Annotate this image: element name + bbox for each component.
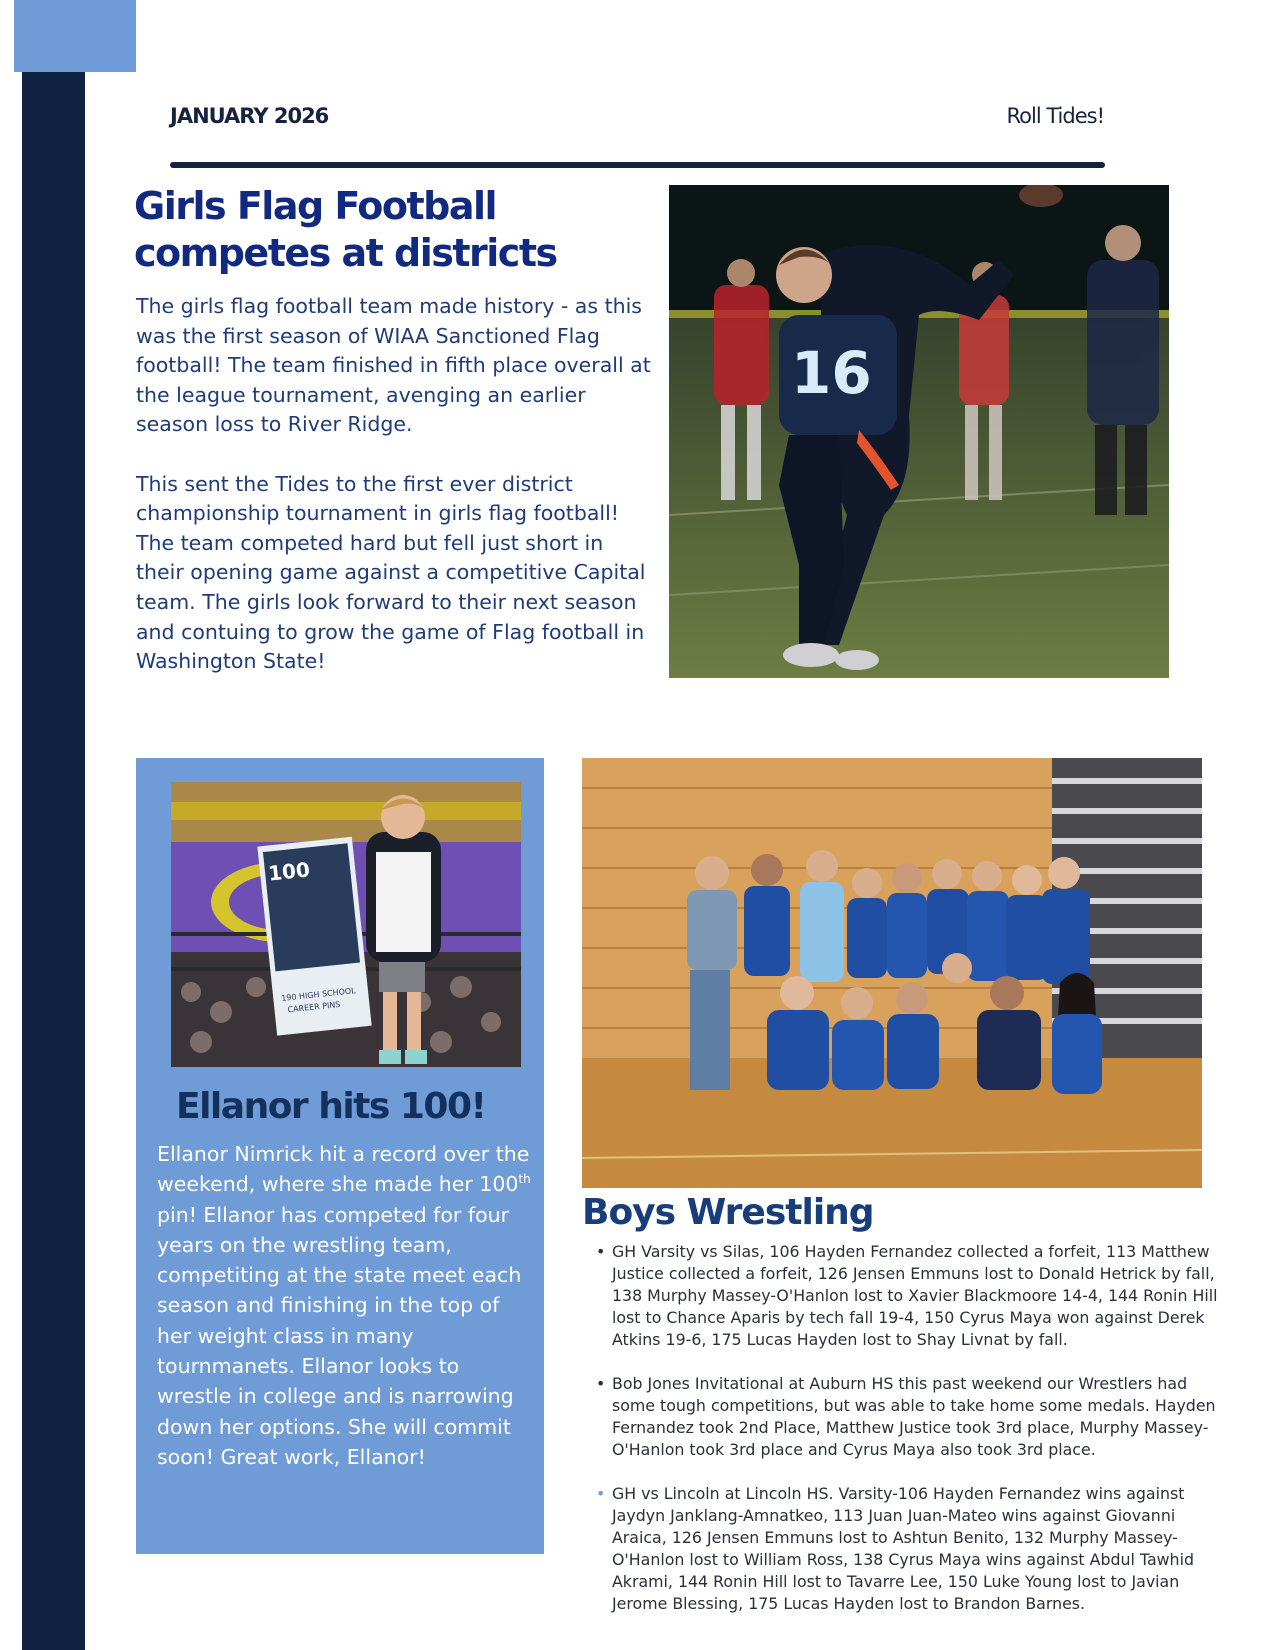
poster-line-1: 190 HIGH SCHOOL	[280, 986, 357, 1003]
issue-month: JANUARY 2026	[170, 104, 329, 128]
wrestling-result-text: Bob Jones Invitational at Auburn HS this past weekend our Wrestlers had some tough competitions, but was able to take home some medals. Hayden Fernandez took 2nd Place, Matthew Justice took 3rd place, Murphy Massey-O'Hanlon took 3rd place and Cyrus Maya also took 3rd place.	[612, 1374, 1216, 1459]
wrestling-result-text: GH vs Lincoln at Lincoln HS. Varsity-106 Hayden Fernandez wins against Jaydyn Janklang-Amnatkeo, 113 Juan Juan-Mateo wins against Giovanni Araica, 126 Jensen Emmuns lost to Ashtun Benito, 132 Murphy Massey-O'Hanlon lost to William Ross, 138 Cyrus Maya wins against Abdul Tawhid Akrami, 144 Ronin Hill lost to Tavarre Lee, 150 Luke Young lost to Javian Jerome Blessing, 175 Lucas Hayden lost to Brandon Barnes.	[612, 1484, 1194, 1613]
wrestling-result-text: GH Varsity vs Silas, 106 Hayden Fernandez collected a forfeit, 113 Matthew Justice collected a forfeit, 126 Jensen Emmuns lost to Donald Hetrick by fall, 138 Murphy Massey-O'Hanlon lost to Xavier Blackmoore 14-4, 144 Ronin Hill lost to Chance Aparis by tech fall 19-4, 150 Cyrus Maya won against Derek Atkins 19-6, 175 Lucas Hayden lost to Shay Livnat by fall.	[612, 1242, 1218, 1349]
wrestling-results-list	[594, 1241, 1234, 1637]
ellanor-article	[157, 1139, 537, 1472]
flag-football-illustration	[669, 185, 1169, 678]
wrestling-team-illustration	[582, 758, 1202, 1188]
list-item	[594, 1241, 1234, 1351]
ellanor-photo	[171, 782, 521, 1067]
flag-football-paragraph-1: The girls flag football team made history - as this was the first season of WIAA Sanctioned Flag football! The team finished in fifth place overall at the league tournament, avenging an earlier season loss to River Ridge.	[136, 294, 651, 437]
flag-football-paragraph-2: This sent the Tides to the first ever district championship tournament in girls flag football! The team competed hard but fell just short in their opening game against a competitive Capital team. The girls look forward to their next season and contuing to grow the game of Flag football in Washington State!	[136, 471, 646, 674]
flag-football-article	[136, 292, 656, 706]
list-item	[594, 1373, 1234, 1461]
poster-line-2: CAREER PINS	[287, 999, 341, 1015]
poster-number: 100	[266, 857, 311, 886]
bullet-icon: •	[596, 1374, 606, 1393]
corner-accent-block	[14, 0, 136, 72]
wrestling-team-photo	[582, 758, 1202, 1188]
ellanor-illustration	[171, 782, 521, 1067]
flag-football-photo	[669, 185, 1169, 678]
ellanor-article-part-1: Ellanor Nimrick hit a record over the weekend, where she made her 100	[157, 1142, 530, 1197]
flag-football-title: Girls Flag Football competes at districts	[134, 184, 557, 275]
left-sidebar-bar	[22, 72, 85, 1650]
ellanor-title: Ellanor hits 100!	[176, 1086, 486, 1127]
jersey-number: 16	[791, 339, 872, 407]
bullet-icon: •	[596, 1484, 606, 1503]
tagline: Roll Tides!	[1006, 104, 1104, 128]
ellanor-article-superscript: th	[518, 1172, 531, 1187]
header-divider	[170, 162, 1105, 168]
ellanor-article-part-2: pin! Ellanor has competed for four years on the wrestling team, competiting at the state meet each season and finishing in the top of her weight class in many tournmanets. Ellanor looks to wrestle in college and is narrowing down her options. She will commit soon! Great work, Ellanor!	[157, 1202, 522, 1469]
wrestling-title: Boys Wrestling	[582, 1192, 874, 1233]
bullet-icon: •	[596, 1242, 606, 1261]
list-item	[594, 1483, 1234, 1615]
